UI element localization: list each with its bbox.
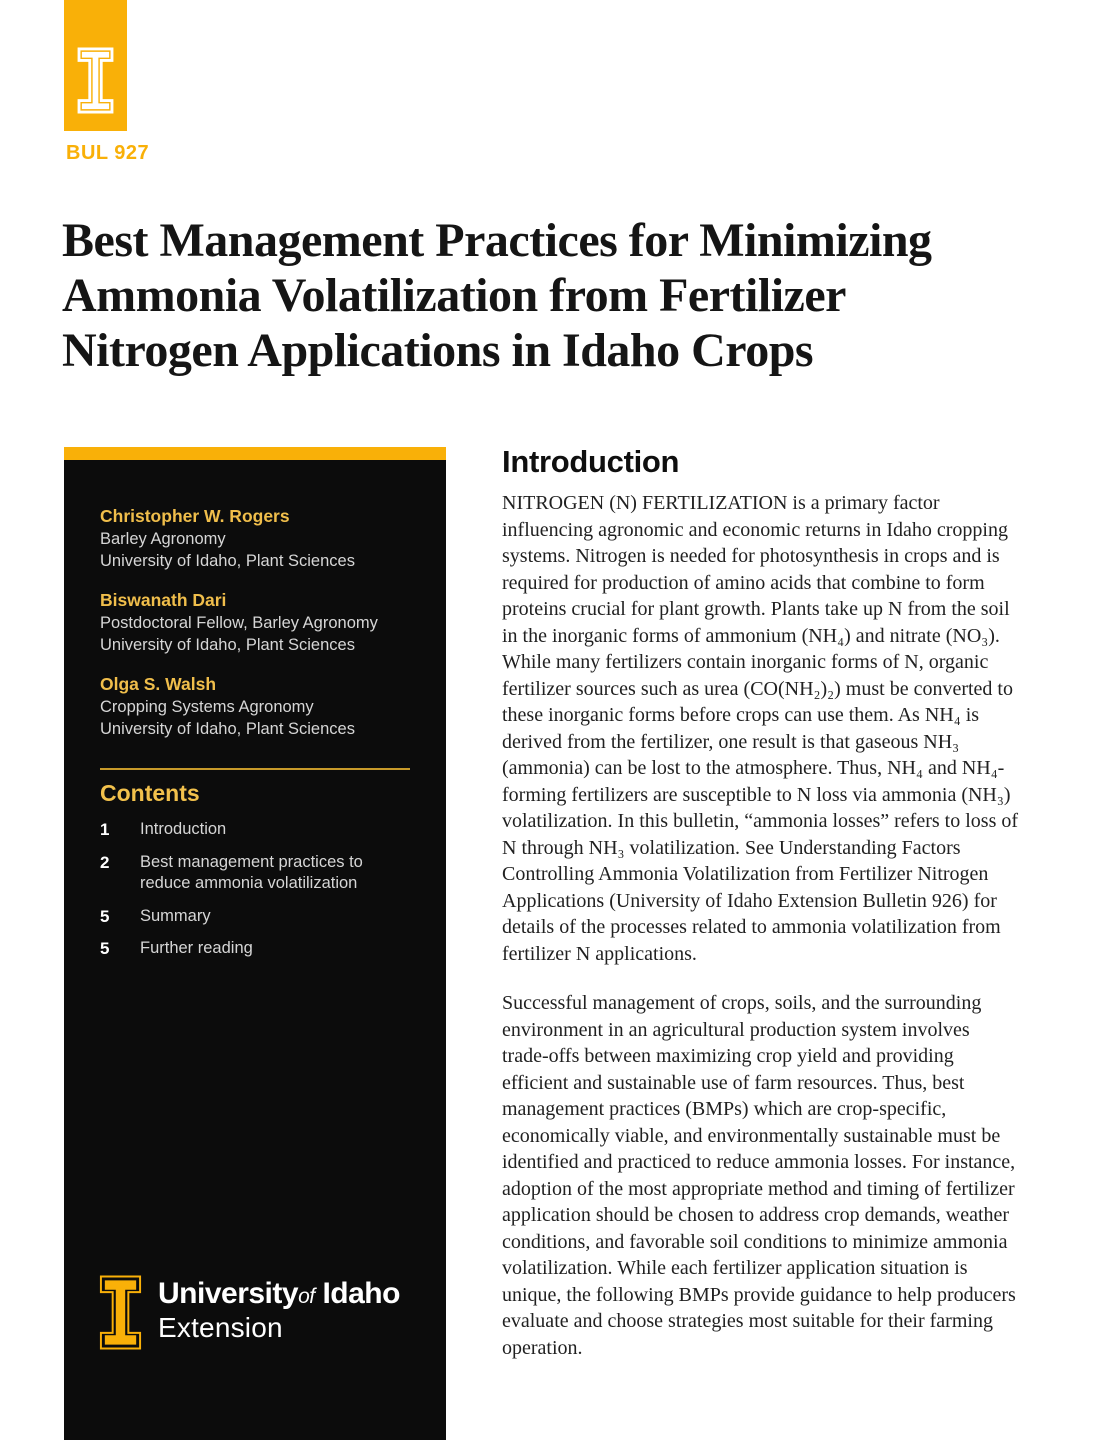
wordmark-extension: Extension xyxy=(158,1312,283,1343)
contents-item xyxy=(100,852,410,895)
section-heading-introduction: Introduction xyxy=(502,444,680,479)
author-affiliation: University of Idaho, Plant Sciences xyxy=(100,719,355,738)
uidaho-extension-wordmark xyxy=(158,1278,400,1343)
contents-label: Summary xyxy=(140,906,211,925)
contents-label: Introduction xyxy=(140,820,227,838)
contents-page-number: 5 xyxy=(100,939,110,958)
block-i-icon xyxy=(97,1271,144,1354)
sidebar xyxy=(64,447,446,1440)
contents-item xyxy=(100,906,410,928)
sidebar-body xyxy=(64,460,446,1440)
contents-item xyxy=(100,938,410,960)
author-role: Cropping Systems Agronomy xyxy=(100,698,314,716)
wordmark-line-1 xyxy=(158,1278,400,1313)
contents-page-number: 5 xyxy=(100,906,110,926)
wordmark-idaho: Idaho xyxy=(322,1277,400,1310)
contents-label: Best management practices to reduce ammonia volatilization xyxy=(140,852,363,892)
uidaho-block-i-logo xyxy=(64,0,127,131)
contents-label: Further reading xyxy=(140,939,253,957)
intro-paragraph-2: Successful management of crops, soils, and the surrounding environment in an agricultural production system involves trade-offs between maximizing crop yield and providing efficient and sustainable use of farm resources. Thus, best management practices (BMPs) which are crop-specific, economically viable, and environmentally sustainable must be identified and practiced to reduce ammonia losses. For instance, adoption of the most appropriate method and timing of fertilizer application should be chosen to address crop demands, weather conditions, and favorable soil conditions to minimize ammonia volatilization. While each fertilizer application situation is unique, the following BMPs provide guidance to help producers evaluate and choose strategies most suitable for their farming operation. xyxy=(502,992,1016,1359)
sidebar-gold-accent-bar xyxy=(64,447,446,460)
author-name: Olga S. Walsh xyxy=(100,674,217,694)
contents-page-number: 1 xyxy=(100,820,110,839)
block-i-icon xyxy=(74,41,117,120)
author-name: Biswanath Dari xyxy=(100,590,227,610)
author-block xyxy=(100,673,410,740)
author-block xyxy=(100,589,410,656)
contents-page-number: 2 xyxy=(100,852,110,872)
author-affiliation: University of Idaho, Plant Sciences xyxy=(100,635,355,654)
author-role: Barley Agronomy xyxy=(100,530,226,548)
author-block xyxy=(100,505,410,572)
contents-heading: Contents xyxy=(100,780,200,806)
page-title xyxy=(62,213,1062,378)
author-role: Postdoctoral Fellow, Barley Agronomy xyxy=(100,614,378,632)
wordmark-university: University xyxy=(158,1277,299,1310)
title-line-2: Ammonia Volatilization from Fertilizer xyxy=(62,269,846,322)
intro-paragraph-1: NITROGEN (N) FERTILIZATION is a primary factor influencing agronomic and economic returns in Idaho cropping systems. Nitrogen is needed for photosynthesis in crops and is required for production of amino acids that combine to form proteins crucial for plant growth. Plants take up N from the soil in the inorganic forms of ammonium (NH₄) and nitrate (NO₃). While many fertilizers contain inorganic forms of N, organic fertilizer sources such as urea (CO(NH₂)₂) must be converted to these inorganic forms before crops can use them. As NH₄ is derived from the fertilizer, one result is that gaseous NH₃ (ammonia) can be lost to the atmosphere. Thus, NH₄ and NH₄-forming fertilizers are susceptible to N loss via ammonia (NH₃) volatilization. In this bulletin, “ammonia losses” refers to loss of N through NH₃ volatilization. See Understanding Factors Controlling Ammonia Volatilization from Fertilizer Nitrogen Applications (University of Idaho Extension Bulletin 926) for details of the processes related to ammonia volatilization from fertilizer N applications. xyxy=(502,492,1019,965)
author-name: Christopher W. Rogers xyxy=(100,506,290,526)
contents-divider xyxy=(100,768,410,770)
title-line-1: Best Management Practices for Minimizing xyxy=(62,214,932,267)
author-affiliation: University of Idaho, Plant Sciences xyxy=(100,551,355,570)
main-column xyxy=(502,444,1018,1384)
wordmark-of: of xyxy=(298,1285,315,1308)
bulletin-number: BUL 927 xyxy=(66,142,150,164)
uidaho-extension-logo xyxy=(97,1271,400,1354)
title-line-3: Nitrogen Applications in Idaho Crops xyxy=(62,324,814,377)
contents-item xyxy=(100,819,410,841)
